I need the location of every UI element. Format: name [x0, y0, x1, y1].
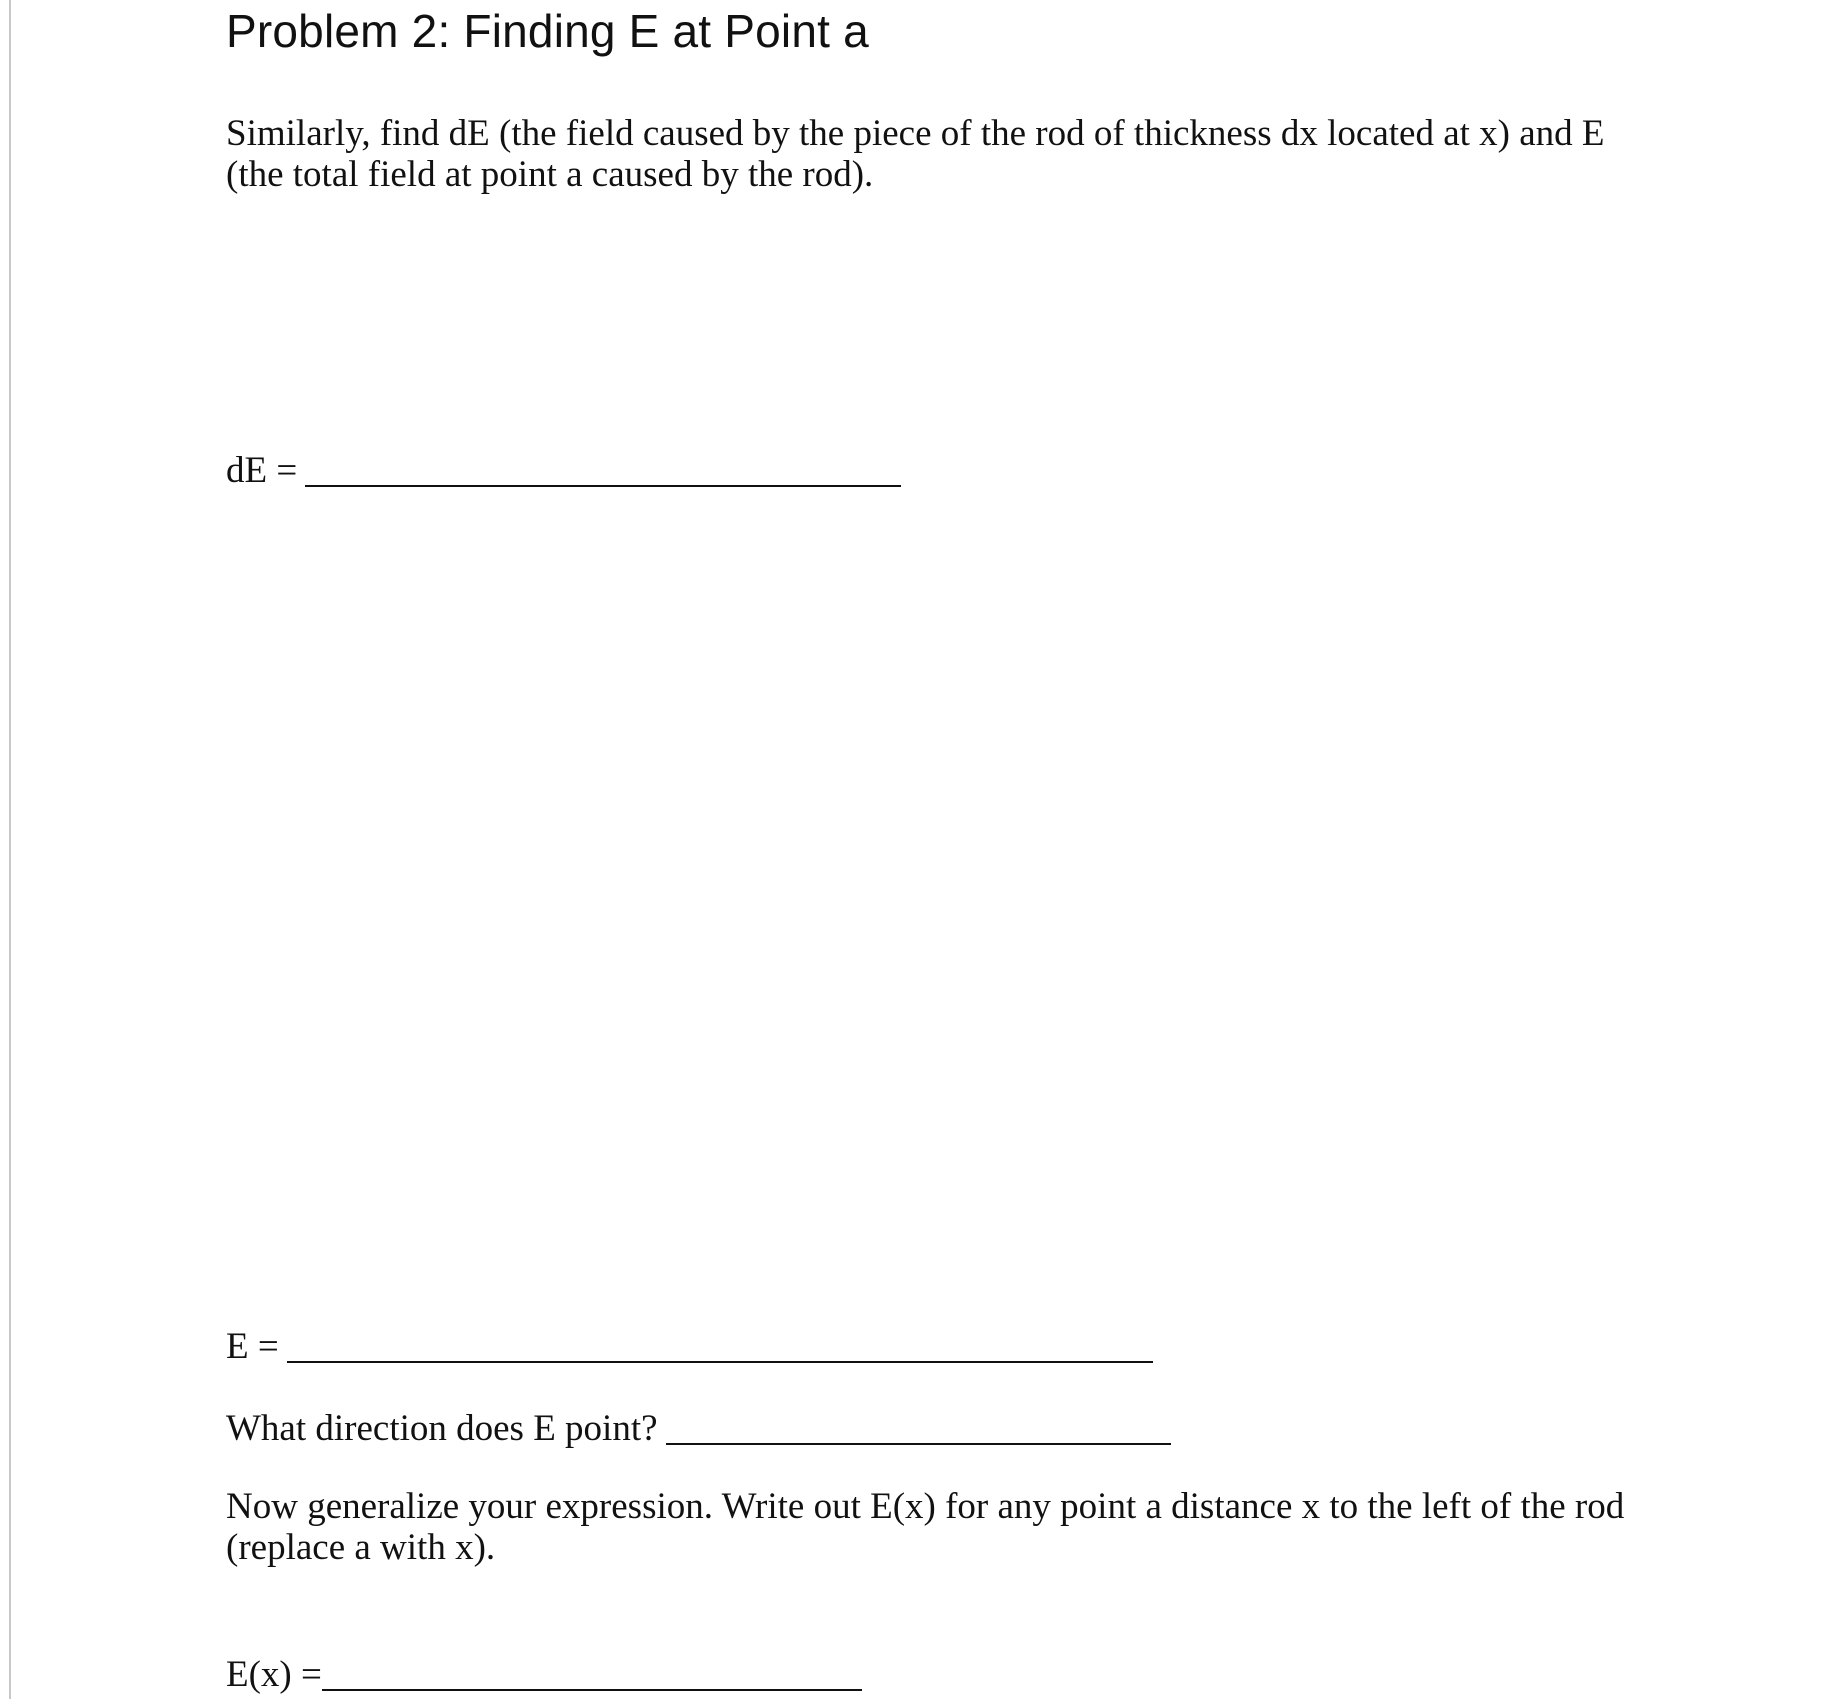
direction-answer-blank[interactable] — [666, 1409, 1171, 1445]
generalize-line-2: (replace a with x). — [226, 1527, 496, 1568]
E-field-row — [226, 1323, 1153, 1367]
E-label: E = — [226, 1326, 279, 1367]
dE-answer-blank[interactable] — [305, 451, 901, 487]
generalize-paragraph — [226, 1486, 1624, 1568]
Ex-field-row — [226, 1651, 862, 1695]
dE-field-row — [226, 447, 901, 491]
dE-label: dE = — [226, 450, 298, 491]
E-answer-blank[interactable] — [287, 1327, 1153, 1363]
Ex-answer-blank[interactable] — [322, 1655, 862, 1691]
page-left-edge — [0, 0, 11, 1699]
intro-paragraph — [226, 113, 1605, 195]
generalize-line-1: Now generalize your expression. Write out E(x) for any point a distance x to the left of the rod — [226, 1486, 1625, 1527]
problem-heading: Problem 2: Finding E at Point a — [226, 5, 869, 57]
intro-line-2: (the total field at point a caused by the rod). — [226, 154, 874, 195]
intro-line-1: Similarly, find dE (the field caused by the piece of the rod of thickness dx located at x) and E — [226, 113, 1605, 154]
direction-label: What direction does E point? — [226, 1408, 658, 1449]
Ex-label: E(x) = — [226, 1654, 322, 1695]
direction-field-row — [226, 1405, 1171, 1449]
